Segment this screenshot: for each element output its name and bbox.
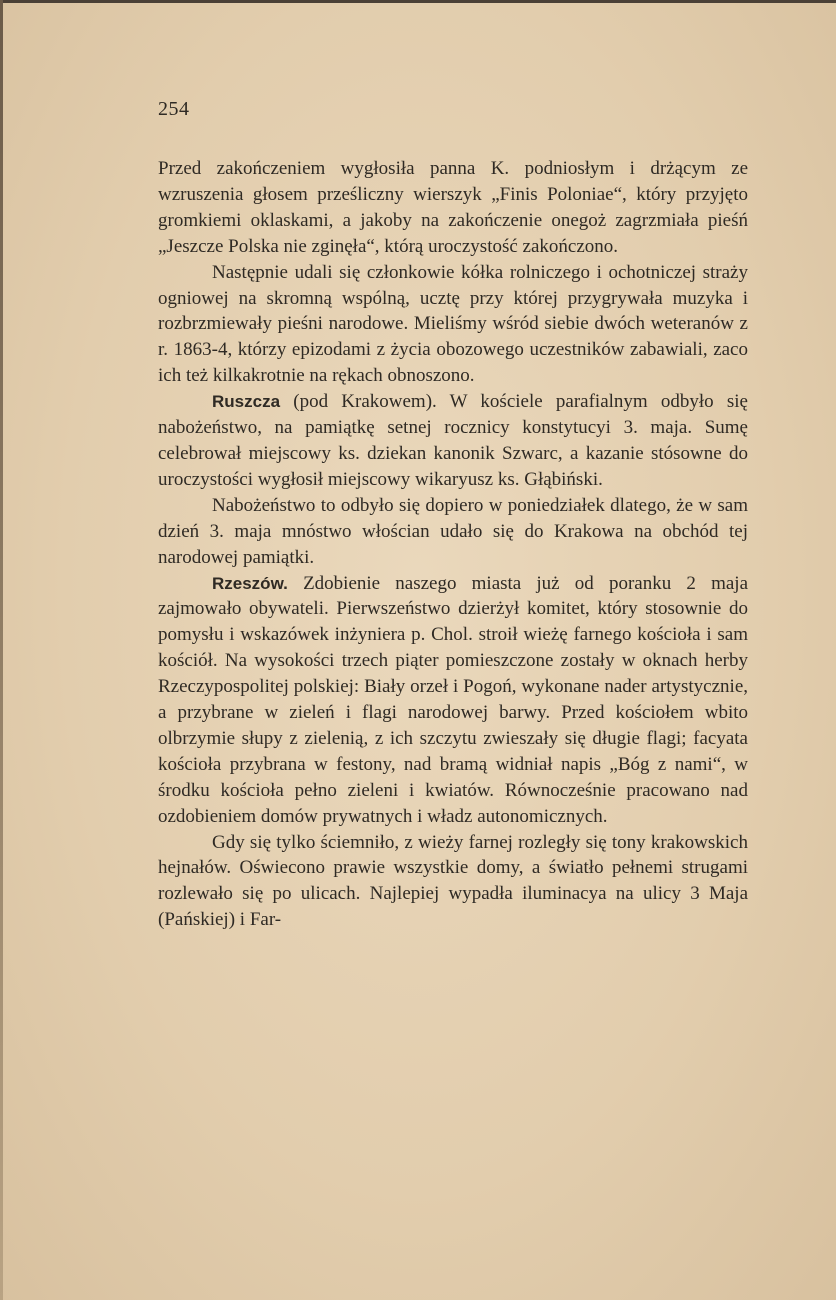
page-left-edge — [0, 0, 3, 1300]
body-text — [158, 156, 748, 933]
place-name-heading: Rzeszów. — [212, 573, 288, 593]
paragraph — [158, 389, 748, 493]
paragraph-text: Następnie udali się członkowie kółka rolniczego i ochotniczej straży ogniowej na skromną wspólną, ucztę przy której przygrywała muzyka i rozbrzmiewały pieśni narodowe. Mieliśmy wśród siebie dwóch weteranów z r. 1863-4, którzy epizodami z życia obozowego uczestników zabawiali, zaco ich też kilkakrotnie na rękach obnoszono. — [158, 261, 748, 387]
paragraph-text: (pod Krakowem). W kościele parafialnym odbyło się nabożeństwo, na pamiątkę setnej rocznicy konstytucyi 3. maja. Sumę celebrował miejscowy ks. dziekan kanonik Szwarc, a kazanie stósowne do uroczystości wygłosił miejscowy wikaryusz ks. Głąbiński. — [158, 391, 748, 490]
paragraph — [158, 156, 748, 260]
paragraph — [158, 830, 748, 934]
paragraph-text: Gdy się tylko ściemniło, z wieży farnej rozległy się tony krakowskich hejnałów. Oświecono prawie wszystkie domy, a światło pełnemi strugami rozlewało się po ulicach. Najlepiej wypadła iluminacya na ulicy 3 Maja (Pańskiej) i Far- — [158, 831, 748, 931]
paragraph-text: Zdobienie naszego miasta już od poranku 2 maja zajmowało obywateli. Pierwszeństwo dzierżył komitet, który stosownie do pomysłu i wskazówek inżyniera p. Chol. stroił wieżę farnego kościoła i sam kościół. Na wysokości trzech piąter pomieszczone zostały w oknach herby Rzeczypospolitej polskiej: Biały orzeł i Pogoń, wykonane nader artystycznie, a przybrane w zieleń i flagi narodowej barwy. Przed kościołem wbito olbrzymie słupy z zielenią, z ich szczytu zwieszały się długie flagi; facyata kościoła przybrana w festony, nad bramą widniał napis „Bóg z nami“, w środku kościoła pełno zieleni i kwiatów. Równocześnie pracowano nad ozdobieniem domów prywatnych i władz autonomicznych. — [158, 572, 748, 827]
paragraph — [158, 260, 748, 390]
page-number: 254 — [158, 98, 190, 120]
paragraph-text: Przed zakończeniem wygłosiła panna K. podniosłym i drżącym ze wzruszenia głosem prześliczny wierszyk „Finis Poloniae“, który przyjęto gromkiemi oklaskami, a jakoby na zakończenie onegoż zagrzmiała pieśń „Jeszcze Polska nie zginęła“, którą uroczystość zakończono. — [158, 158, 748, 257]
page-top-edge — [0, 0, 836, 3]
paragraph-text: Nabożeństwo to odbyło się dopiero w poniedziałek dlatego, że w sam dzień 3. maja mnóstwo włościan udało się do Krakowa na obchód tej narodowej pamiątki. — [158, 494, 748, 568]
paragraph — [158, 571, 748, 830]
paragraph — [158, 493, 748, 571]
place-name-heading: Ruszcza — [212, 392, 281, 412]
